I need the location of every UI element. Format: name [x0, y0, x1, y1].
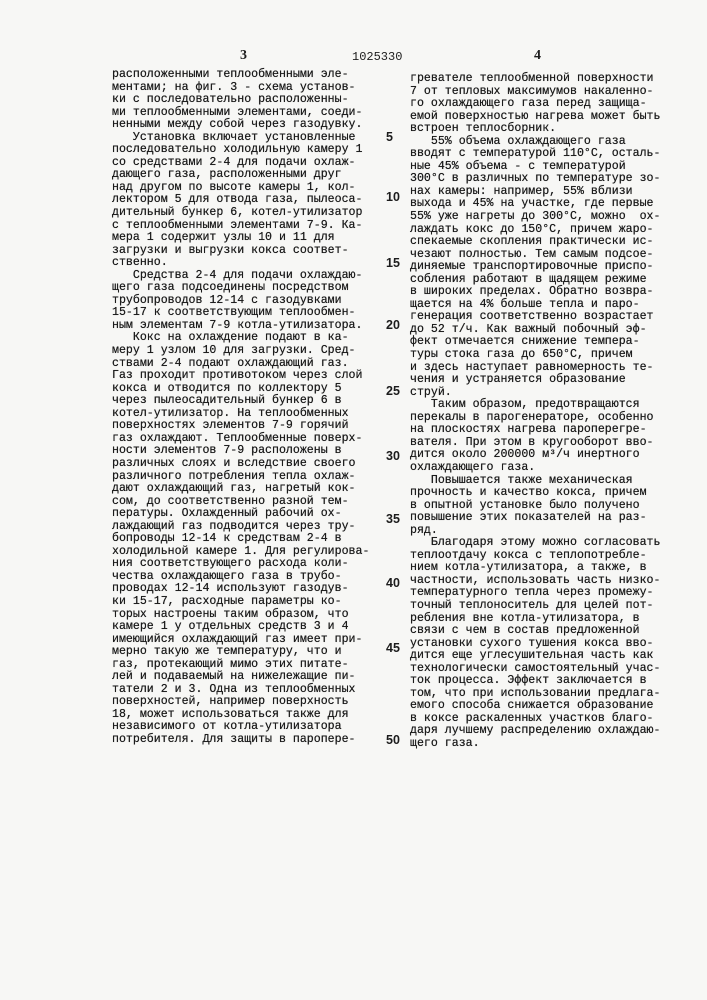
text-line: ствами 2-4 подают охлаждающий газ. [112, 358, 397, 371]
text-line: 7 от тепловых максимумов накаленно- [410, 86, 695, 99]
text-line: бопроводы 12-14 к средствам 2-4 в [112, 533, 397, 546]
right-text-column [410, 73, 695, 751]
page-number-left: 3 [240, 48, 247, 64]
text-line: меру 1 узлом 10 для загрузки. Сред- [112, 345, 397, 358]
text-line: различного потребления тепла охлаж- [112, 471, 397, 484]
text-line: Повышается также механическая [410, 475, 695, 488]
text-line: ным элементам 7-9 котла-утилизатора. [112, 320, 397, 333]
text-line: татели 2 и 3. Одна из теплообменных [112, 684, 397, 697]
text-line: над другом по высоте камеры 1, кол- [112, 182, 397, 195]
text-line: в широких пределах. Обратно возвра- [410, 286, 695, 299]
text-line: перекалы в парогенераторе, особенно [410, 412, 695, 425]
text-line: ности элементов 7-9 расположены в [112, 445, 397, 458]
text-line: технологически самостоятельный учас- [410, 663, 695, 676]
text-line: Таким образом, предотвращаются [410, 399, 695, 412]
line-number: 30 [386, 449, 400, 463]
text-line: Установка включает установленные [112, 132, 397, 145]
text-line: поверхностях элементов 7-9 горячий [112, 420, 397, 433]
text-line: лектором 5 для отвода газа, пылеоса- [112, 194, 397, 207]
page-number-right: 4 [534, 48, 541, 64]
line-number: 50 [386, 733, 400, 747]
left-text-column [112, 69, 397, 747]
text-line: независимого от котла-утилизатора [112, 721, 397, 734]
text-line: охлаждающего газа. [410, 462, 695, 475]
line-number: 5 [386, 130, 393, 144]
text-line: ментами; на фиг. 3 - схема установ- [112, 82, 397, 95]
text-line: газ охлаждают. Теплообменные поверх- [112, 433, 397, 446]
text-line: и здесь наступает равномерность те- [410, 362, 695, 375]
text-line: выхода и 45% на участке, где первые [410, 198, 695, 211]
line-number: 20 [386, 318, 400, 332]
text-line: ки с последовательно расположенны- [112, 94, 397, 107]
text-line: сом, до соответственно разной тем- [112, 496, 397, 509]
text-line: вателя. При этом в кругооборот вво- [410, 437, 695, 450]
text-line: трубопроводов 12-14 с газодувками [112, 295, 397, 308]
text-line: том, что при использовании предлага- [410, 688, 695, 701]
text-line: холодильной камере 1. Для регулирова- [112, 546, 397, 559]
text-line: ток процесса. Эффект заключается в [410, 675, 695, 688]
text-line: пературы. Охлажденный рабочий ох- [112, 508, 397, 521]
text-line: до 52 т/ч. Как важный побочный эф- [410, 324, 695, 337]
text-line: ребления вне котла-утилизатора, в [410, 613, 695, 626]
text-line: собления работают в щадящем режиме [410, 274, 695, 287]
text-line: диняемые транспортировочные приспо- [410, 261, 695, 274]
text-line: температурного тепла через промежу- [410, 587, 695, 600]
text-line: котел-утилизатор. На теплообменных [112, 408, 397, 421]
text-line: различных слоях и вследствие своего [112, 458, 397, 471]
text-line: Средства 2-4 для подачи охлаждаю- [112, 270, 397, 283]
text-line: установки сухого тушения кокса вво- [410, 638, 695, 651]
text-line: спекаемые скопления практически ис- [410, 236, 695, 249]
text-line: теплоотдачу кокса с теплопотребле- [410, 550, 695, 563]
text-line: потребителя. Для защиты в паропере- [112, 734, 397, 747]
text-line: Благодаря этому можно согласовать [410, 537, 695, 550]
text-line: чения и устраняется образование [410, 374, 695, 387]
text-line: даря лучшему распределению охлаждаю- [410, 725, 695, 738]
text-line: частности, использовать часть низко- [410, 575, 695, 588]
text-line: газ, протекающий мимо этих питате- [112, 659, 397, 672]
text-line: на плоскостях нагрева пароперегре- [410, 424, 695, 437]
text-line: дительный бункер 6, котел-утилизатор [112, 207, 397, 220]
text-line: нием котла-утилизатора, а также, в [410, 562, 695, 575]
text-line: ственно. [112, 257, 397, 270]
line-number: 45 [386, 641, 400, 655]
text-line: дают охлаждающий газ, нагретый кок- [112, 483, 397, 496]
text-line: 55% объема охлаждающего газа [410, 136, 695, 149]
text-line: прочность и качество кокса, причем [410, 487, 695, 500]
text-line: кокса и отводится по коллектору 5 [112, 383, 397, 396]
text-line: щего газа. [410, 738, 695, 751]
text-line: емой поверхностью нагрева может быть [410, 111, 695, 124]
text-line: торых настроены таким образом, что [112, 609, 397, 622]
text-line: ния соответствующего расхода коли- [112, 558, 397, 571]
text-line: лей и подаваемый на нижележащие пи- [112, 671, 397, 684]
text-line: го охлаждающего газа перед защища- [410, 98, 695, 111]
text-line: в опытной установке было получено [410, 500, 695, 513]
text-line: 18, может использоваться также для [112, 709, 397, 722]
text-line: 55% уже нагреты до 300°С, можно ох- [410, 211, 695, 224]
text-line: дающего газа, расположенными друг [112, 169, 397, 182]
text-line: дится еще углесушительная часть как [410, 650, 695, 663]
text-line: ные 45% объема - с температурой [410, 161, 695, 174]
text-line: 15-17 к соответствующим теплообмен- [112, 307, 397, 320]
text-line: нах камеры: например, 55% вблизи [410, 186, 695, 199]
text-line: расположенными теплообменными эле- [112, 69, 397, 82]
text-line: генерация соответственно возрастает [410, 311, 695, 324]
text-line: камере 1 у отдельных средств 3 и 4 [112, 621, 397, 634]
text-line: емого способа снижается образование [410, 700, 695, 713]
text-line: Газ проходит противотоком через слой [112, 370, 397, 383]
line-number: 15 [386, 256, 400, 270]
line-number: 10 [386, 190, 400, 204]
text-line: через пылеосадительный бункер 6 в [112, 395, 397, 408]
text-line: ненными между собой через газодувку. [112, 119, 397, 132]
text-line: встроен теплосборник. [410, 123, 695, 136]
text-line: чезают полностью. Тем самым подсое- [410, 249, 695, 262]
text-line: Кокс на охлаждение подают в ка- [112, 332, 397, 345]
text-line: ки 15-17, расходные параметры ко- [112, 596, 397, 609]
text-line: ми теплообменными элементами, соеди- [112, 107, 397, 120]
text-line: чества охлаждающего газа в трубо- [112, 571, 397, 584]
text-line: струй. [410, 387, 695, 400]
text-line: точный теплоноситель для целей пот- [410, 600, 695, 613]
text-line: поверхностей, например поверхность [112, 696, 397, 709]
text-line: щается на 4% больше тепла и паро- [410, 299, 695, 312]
line-number: 40 [386, 576, 400, 590]
patent-number: 1025330 [352, 50, 402, 64]
text-line: ряд. [410, 525, 695, 538]
text-line: в коксе раскаленных участков благо- [410, 713, 695, 726]
text-line: мерно такую же температуру, что и [112, 646, 397, 659]
text-line: повышение этих показателей на раз- [410, 512, 695, 525]
text-line: фект отмечается снижение темпера- [410, 336, 695, 349]
text-line: со средствами 2-4 для подачи охлаж- [112, 157, 397, 170]
text-line: туры стока газа до 650°С, причем [410, 349, 695, 362]
text-line: 300°С в различных по температуре зо- [410, 173, 695, 186]
text-line: проводах 12-14 используют газодув- [112, 583, 397, 596]
text-line: связи с чем в состав предложенной [410, 625, 695, 638]
text-line: имеющийся охлаждающий газ имеет при- [112, 634, 397, 647]
text-line: лаждающий газ подводится через тру- [112, 521, 397, 534]
text-line: загрузки и выгрузки кокса соответ- [112, 245, 397, 258]
line-number: 35 [386, 512, 400, 526]
text-line: гревателе теплообменной поверхности [410, 73, 695, 86]
line-number: 25 [386, 384, 400, 398]
text-line: щего газа подсоединены посредством [112, 282, 397, 295]
text-line: лаждать кокс до 150°С, причем жаро- [410, 224, 695, 237]
text-line: мера 1 содержит узлы 10 и 11 для [112, 232, 397, 245]
text-line: последовательно холодильную камеру 1 [112, 144, 397, 157]
text-line: дится около 200000 м³/ч инертного [410, 449, 695, 462]
text-line: с теплообменными элементами 7-9. Ка- [112, 220, 397, 233]
text-line: вводят с температурой 110°С, осталь- [410, 148, 695, 161]
